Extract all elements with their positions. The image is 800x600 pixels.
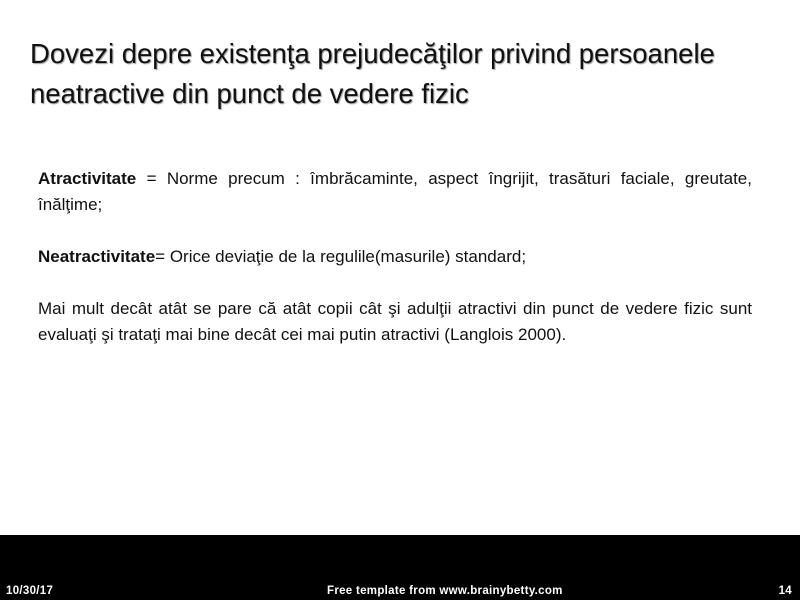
footer-credit: Free template from www.brainybetty.com — [327, 585, 563, 597]
definition-neatractivitate: = Orice deviaţie de la regulile(masurile) standard; — [155, 247, 527, 266]
paragraph-atractivitate — [38, 166, 752, 218]
slide-body — [38, 166, 752, 374]
slide-title: Dovezi depre existenţa prejudecăţilor privind persoanele neatractive din punct de vedere fizic — [30, 38, 715, 109]
term-atractivitate: Atractivitate — [38, 169, 137, 188]
footer-date: 10/30/17 — [6, 585, 54, 597]
footer-bar — [0, 535, 800, 600]
paragraph-neatractivitate — [38, 244, 752, 270]
definition-atractivitate: = Norme precum : îmbrăcaminte, aspect îngrijit, trasături faciale, greutate, înălţime; — [38, 169, 752, 214]
page-number: 14 — [778, 585, 792, 597]
term-neatractivitate: Neatractivitate — [38, 247, 156, 266]
paragraph-evidence: Mai mult decât atât se pare că atât copii cât şi adulţii atractivi din punct de vedere fizic sunt evaluaţi şi trataţi mai bine decât cei mai putin atractivi (Langlois 2000). — [38, 299, 752, 344]
